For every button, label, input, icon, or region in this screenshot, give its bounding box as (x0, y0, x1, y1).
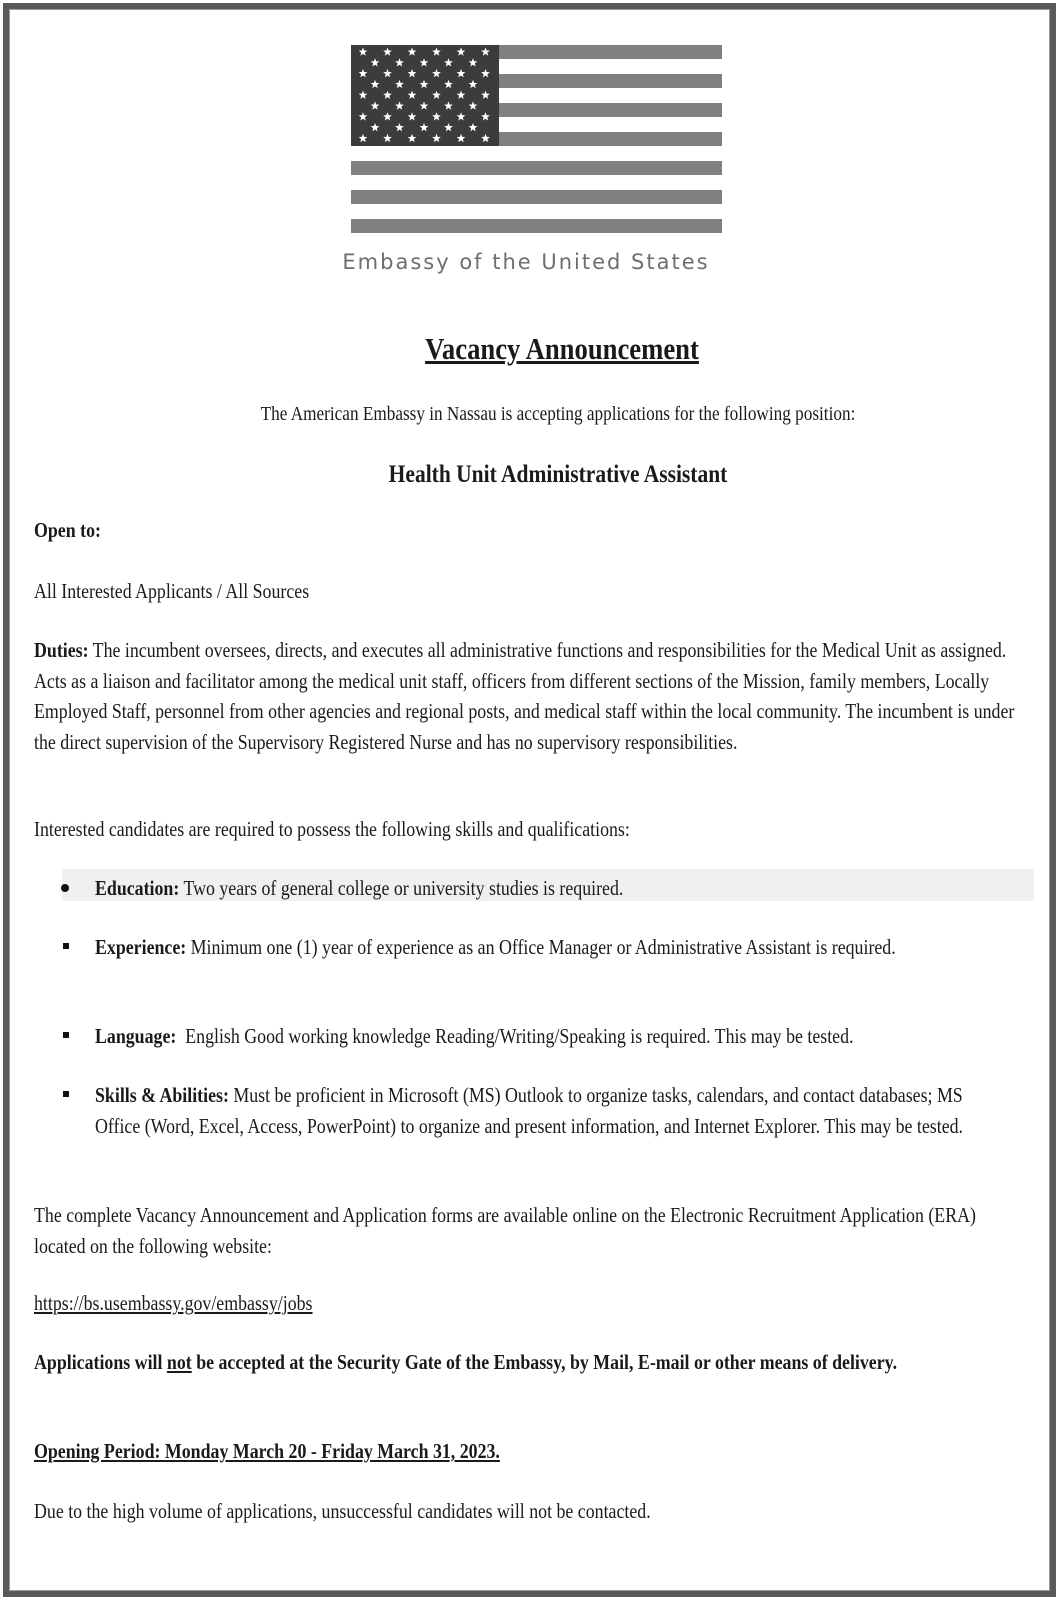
open-to-heading: Open to: (34, 518, 101, 542)
us-flag-logo (351, 45, 722, 241)
skills-text: Must be proficient in Microsoft (MS) Outlook to organize tasks, calendars, and contact databases; MS Office (Word, Excel, Access, PowerPoint) to organize and present information, and Internet Explorer. This may be tested. (95, 1083, 964, 1138)
list-item-experience (95, 932, 1009, 963)
duties-paragraph (34, 635, 1015, 757)
education-label: Education: (95, 876, 180, 900)
opening-period: Opening Period: Monday March 20 - Friday March 31, 2023. (34, 1439, 500, 1463)
closing-note: Due to the high volume of applications, unsuccessful candidates will not be contacted. (34, 1499, 651, 1523)
open-to-value: All Interested Applicants / All Sources (34, 579, 310, 603)
embassy-name: Embassy of the United States (342, 250, 710, 274)
bullet-icon (61, 884, 69, 892)
language-label: Language: (95, 1024, 177, 1048)
duties-text: The incumbent oversees, directs, and executes all administrative functions and responsibilities for the Medical Unit as assigned. Acts as a liaison and facilitator among the medical unit staff, officers from different sections of the Mission, family members, Locally Employed Staff, personnel from other agencies and regional posts, and medical staff within the local community. The incumbent is under the direct supervision of the Supervisory Registered Nurse and has no supervisory responsibilities. (34, 638, 1015, 754)
experience-label: Experience: (95, 935, 187, 959)
list-item-language (95, 1021, 1009, 1052)
position-title: Health Unit Administrative Assistant (388, 461, 728, 488)
experience-text: Minimum one (1) year of experience as an Office Manager or Administrative Assistant is required. (186, 935, 896, 959)
list-item-skills (95, 1080, 1009, 1141)
application-info: The complete Vacancy Announcement and Application forms are available online on the Electronic Recruitment Application (ERA) located on the following website: (34, 1203, 976, 1258)
notice-part-1: Applications will (34, 1350, 167, 1374)
qualifications-intro: Interested candidates are required to possess the following skills and qualifications: (34, 817, 630, 841)
skills-label: Skills & Abilities: (95, 1083, 229, 1107)
bullet-icon (63, 1032, 69, 1038)
intro-text: The American Embassy in Nassau is accepting applications for the following position: (260, 403, 856, 425)
jobs-website-link[interactable]: https://bs.usembassy.gov/embassy/jobs (34, 1291, 313, 1315)
bullet-icon (63, 943, 69, 949)
page-title: Vacancy Announcement (425, 331, 699, 366)
notice-part-2: be accepted at the Security Gate of the Embassy, by Mail, E-mail or other means of delivery. (191, 1350, 898, 1374)
notice-emphasis: not (166, 1350, 192, 1374)
delivery-notice (34, 1347, 1015, 1378)
duties-label: Duties: (34, 638, 89, 662)
bullet-icon (63, 1091, 69, 1097)
language-text: English Good working knowledge Reading/Writing/Speaking is required. This may be tested. (176, 1024, 854, 1048)
education-text: Two years of general college or university studies is required. (179, 876, 624, 900)
list-item-education (95, 873, 1009, 904)
